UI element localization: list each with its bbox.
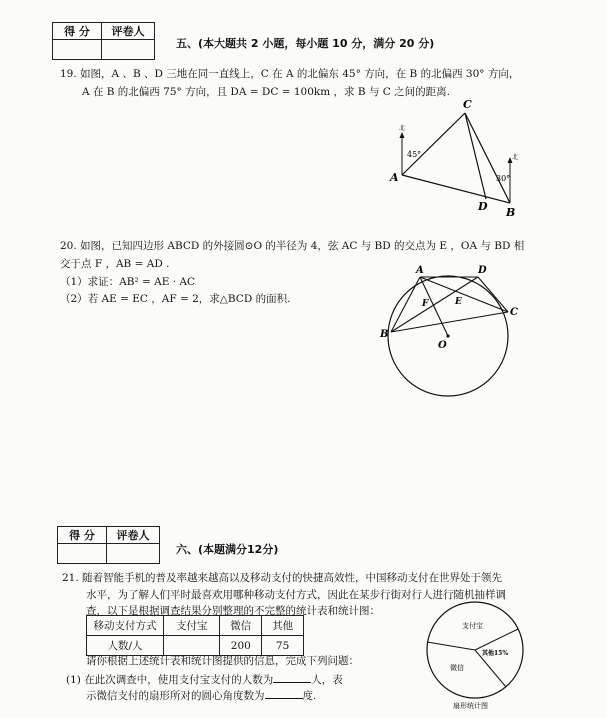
point-label-c: C: [463, 98, 472, 111]
answer-blank-alipay[interactable]: [273, 672, 311, 683]
answer-blank-angle[interactable]: [265, 688, 303, 699]
grader-label: 评卷人: [102, 23, 155, 40]
table-header-alipay: 支付宝: [164, 616, 220, 636]
score-cell[interactable]: [53, 40, 102, 60]
pie-caption: 扇形统计图: [453, 702, 488, 710]
point-label-f: F: [422, 299, 429, 309]
table-cell-other: 75: [262, 636, 304, 656]
point-label-b: B: [380, 329, 389, 340]
table-row-label: 人数/人: [87, 636, 164, 656]
grader-cell[interactable]: [102, 40, 155, 60]
segment-bc: [391, 312, 508, 332]
section6-heading: 六、(本题满分12分): [176, 543, 279, 556]
north-label-a: 北: [399, 125, 406, 132]
q20-part-2: （2）若 AE = EC ，AF = 2，求△BCD 的面积.: [60, 293, 291, 305]
north-label-b: 北: [512, 154, 519, 161]
q21-line-1: 21. 随着智能手机的普及率越来越高以及移动支付的快捷高效性，中国移动支付在世界处于领先: [62, 572, 503, 584]
q19-figure: [380, 95, 540, 220]
pie-slice-label-other: 其他15%: [482, 650, 509, 657]
q21-part-1-text-d: 度.: [302, 690, 317, 702]
segment-ac: [420, 277, 508, 312]
pie-divider-2: [475, 629, 518, 650]
q21-part-1-text-a: (1) 在此次调查中，使用支付宝支付的人数为: [66, 674, 274, 686]
point-label-b: B: [506, 206, 516, 219]
score-box-section5: [52, 22, 155, 60]
point-label-e: E: [455, 297, 462, 307]
table-header-other: 其他: [262, 616, 304, 636]
segment-ac: [402, 113, 465, 175]
section5-heading: 五、(本大题共 2 小题，每小题 10 分，满分 20 分): [176, 37, 435, 50]
point-label-d: D: [478, 265, 487, 276]
q20-figure: [375, 262, 535, 402]
q20-line-2: 交于点 F ，AB = AD .: [60, 258, 170, 270]
q19-line-1: 19. 如图，A 、B 、D 三地在同一直线上，C 在 A 的北偏东 45° 方向，在 B 的北偏西 30° 方向，: [60, 68, 520, 80]
pie-slice-label-alipay: 支付宝: [462, 622, 483, 630]
score-label: 得 分: [53, 23, 102, 40]
pie-slice-label-wechat: 微信: [450, 664, 464, 672]
q20-part-1: （1）求证：AB² = AE · AC: [60, 276, 196, 288]
q20-line-1: 20. 如图，已知四边形 ABCD 的外接圆⊙O 的半径为 4，弦 AC 与 BD 的交点为 E ，OA 与 BD 相: [60, 240, 525, 252]
center-dot-o: [446, 334, 449, 337]
segment-ab: [402, 175, 510, 203]
point-label-d: D: [478, 200, 488, 213]
point-label-c: C: [510, 307, 518, 318]
q19-line-2: A 在 B 的北偏西 75° 方向，且 DA = DC = 100km ，求 B 与 C 之间的距离.: [82, 86, 450, 98]
point-label-a: A: [390, 171, 399, 184]
angle-label-b: 30°: [496, 174, 511, 183]
q21-instruction: 请你根据上述统计表和统计图提供的信息，完成下列问题：: [86, 655, 359, 667]
segment-dc: [478, 277, 508, 312]
q21-part-1-text-c: 示微信支付的扇形所对的圆心角度数为: [86, 690, 265, 702]
table-cell-wechat: 200: [220, 636, 262, 656]
pie-chart: [420, 600, 530, 710]
q21-line-3: 查，以下是根据调查结果分别整理的不完整的统计表和统计图：: [86, 605, 380, 617]
segment-ab: [391, 277, 420, 332]
north-arrow-a: [400, 132, 405, 138]
angle-label-a: 45°: [407, 150, 422, 159]
point-label-a: A: [416, 265, 424, 276]
segment-bd: [391, 277, 478, 332]
table-header-wechat: 微信: [220, 616, 262, 636]
q21-part-1: [66, 672, 343, 687]
grader-label: 评卷人: [107, 527, 160, 544]
table-cell-alipay: [164, 636, 220, 656]
score-box-section6: [57, 526, 160, 564]
q21-line-2: 水平，为了解人们平时最喜欢用哪种移动支付方式，因此在某步行街对行人进行随机抽样调: [86, 589, 506, 601]
point-label-o: O: [438, 340, 447, 351]
table-header-method: 移动支付方式: [87, 616, 164, 636]
grader-cell[interactable]: [107, 544, 160, 564]
segment-cd: [465, 113, 486, 199]
score-cell[interactable]: [58, 544, 107, 564]
segment-cb: [465, 113, 510, 203]
stats-table: [86, 615, 304, 656]
score-label: 得 分: [58, 527, 107, 544]
q21-part-1-cont: [86, 688, 316, 703]
q21-part-1-text-b: 人，表: [311, 674, 343, 686]
pie-divider-1: [427, 642, 475, 650]
